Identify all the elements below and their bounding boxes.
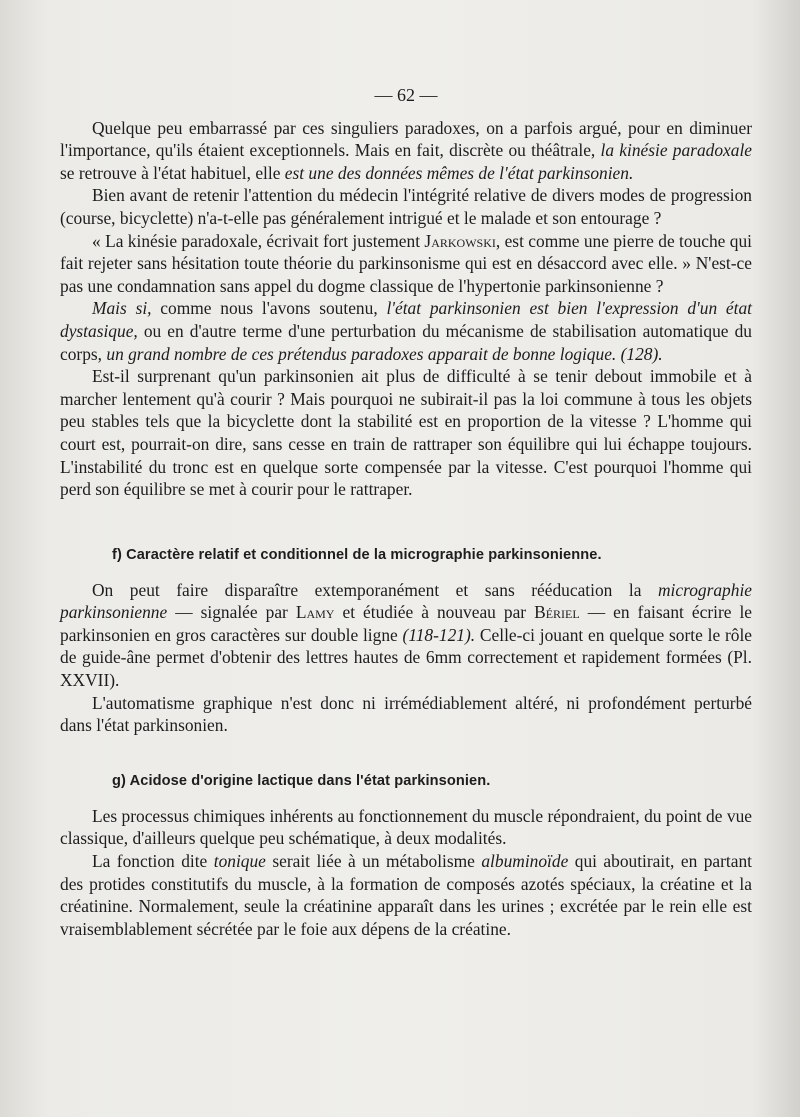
text-run: « La kinésie paradoxale, écrivait fort justement [92, 230, 425, 251]
section-f-body [60, 579, 752, 737]
text-run: Mais si, [92, 298, 152, 319]
text-run: On peut faire disparaître extemporanément et sans rééducation la [92, 579, 658, 600]
text-run: qui aboutirait, en partant des protides constitutifs du muscle, à la formation de composés azotés spéciaux, la créatine et la créatinine. Normalement, seule la créatinine apparaît dans les urines ; excrétée par le rein elle est vraisemblablement sécrétée par le foie aux dépens de la créatine. [60, 851, 752, 939]
text-run: Jarkowski [424, 230, 496, 251]
text-run: Est-il surprenant qu'un parkinsonien ait plus de difficulté à se tenir debout immobile et à marcher lentement qu'à courir ? Mais pourquoi ne subirait-il pas la loi commune à tous les objets peu stables tels que la bicyclette dont la stabilité est en proportion de la vitesse ? L'homme qui court est, pourrait-on dire, sans cesse en train de rattraper son équilibre qui lui échappe toujours. L'instabilité du tronc est en quelque sorte compensée par la vitesse. C'est pourquoi l'homme qui perd son équilibre se met à courir pour le rattraper. [60, 366, 752, 500]
page-content [60, 84, 752, 940]
text-run: Bien avant de retenir l'attention du médecin l'intégrité relative de divers modes de progression (course, bicyclette) n'a-t-elle pas généralement intrigué et le malade et son entourage ? [60, 185, 752, 228]
text-run: est une des données mêmes de l'état parkinsonien. [284, 162, 634, 183]
paragraph [60, 805, 752, 850]
text-run: et étudiée à nouveau par [334, 602, 535, 623]
text-run: Celle-ci jouant en quelque sorte le rôle de guide-âne permet d'obtenir des lettres hautes de 6mm correctement et rapidement formées (Pl. XXVII). [60, 624, 752, 691]
paragraph [60, 297, 752, 365]
paragraph [60, 692, 752, 737]
text-run: serait liée à un métabolisme [265, 851, 482, 872]
text-run: L'automatisme graphique n'est donc ni irrémédiablement altéré, ni profondément perturbé dans l'état parkinsonien. [60, 692, 752, 736]
text-run: tonique [213, 851, 266, 872]
page-number: — 62 — [374, 85, 438, 105]
text-run: comme nous l'avons soutenu, [151, 298, 387, 319]
paragraph [60, 117, 752, 185]
paragraph [60, 579, 752, 692]
paragraph [60, 184, 752, 229]
section-heading-f: f) Caractère relatif et conditionnel de la micrographie parkinsonienne. [112, 546, 602, 563]
paragraph [60, 230, 752, 298]
intro-body [60, 117, 752, 501]
text-run: (118-121). [402, 624, 476, 645]
section-heading-g: g) Acidose d'origine lactique dans l'état parkinsonien. [112, 772, 491, 789]
text-run: l'état parkinsonien est bien l'expression d'un état dystasique, [60, 298, 753, 341]
text-run: , est comme une pierre de touche qui fait rejeter sans hésitation toute théorie du parkinsonisme qui est en désaccord avec elle. » N'est-ce pas une condamnation sans appel du dogme classique de l'hypertonie parkinsonienne ? [60, 230, 752, 296]
text-run: se retrouve à l'état habituel, elle [60, 162, 285, 183]
text-run: la kinésie paradoxale [600, 140, 752, 161]
text-run: Quelque peu embarrassé par ces singuliers paradoxes, on a parfois argué, pour en diminuer l'importance, qu'ils étaient exceptionnels. Mais en fait, discrète ou théâtrale, [60, 117, 752, 161]
section-g-body [60, 805, 752, 941]
text-run: — signalée par [167, 602, 296, 623]
paragraph [60, 365, 752, 501]
text-run: ou en d'autre terme d'une perturbation du mécanisme de stabilisation automatique du corps, [60, 320, 752, 364]
text-run: un grand nombre de ces prétendus paradoxes apparait de bonne logique. (128). [106, 343, 663, 364]
text-run: La fonction dite [92, 851, 214, 872]
text-run: Bériel [534, 602, 580, 623]
paragraph [60, 850, 752, 940]
text-run: — en faisant écrire le parkinsonien en gros caractères sur double ligne [60, 602, 753, 645]
text-run: micrographie parkinsonienne [60, 579, 752, 623]
text-run: Les processus chimiques inhérents au fonctionnement du muscle répondraient, du point de vue classique, d'ailleurs quelque peu schématique, à deux modalités. [60, 805, 752, 849]
text-run: Lamy [295, 602, 335, 623]
text-run: albuminoïde [481, 851, 569, 872]
